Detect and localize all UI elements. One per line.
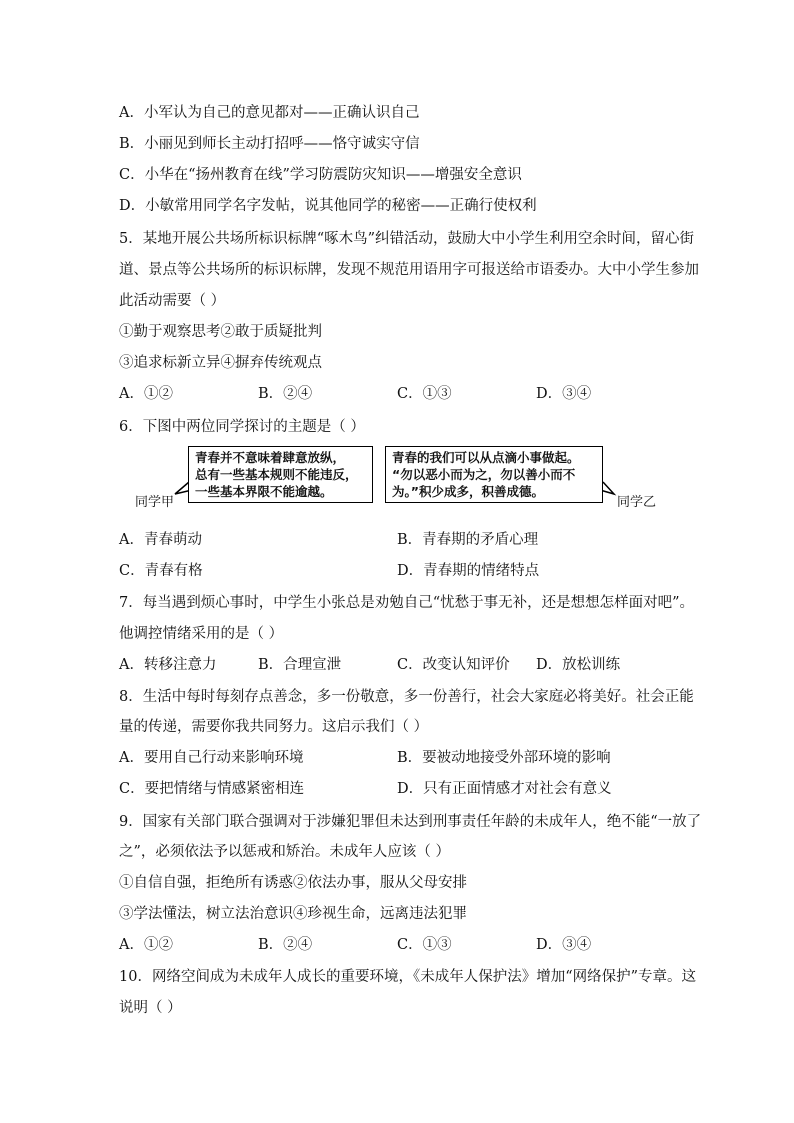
q6-option-a: A．青春萌动 <box>119 532 202 548</box>
bubble-right-line: 青春的我们可以从点滴小事做起。 <box>392 450 580 465</box>
q8-stem-line-1: 8．生活中每时每刻存点善念，多一份敬意，多一份善行，社会大家庭必将美好。社会正能 <box>119 689 694 705</box>
q7-option-a: A．转移注意力 <box>119 657 217 673</box>
q5-option-a: A．①② <box>119 386 173 402</box>
q6-option-d: D．青春期的情绪特点 <box>397 563 540 579</box>
q5-stem-line-1: 5．某地开展公共场所标识标牌“啄木鸟”纠错活动，鼓励大中小学生利用空余时间，留心街 <box>119 231 695 247</box>
q4-option-a: A．小军认为自己的意见都对——正确认识自己 <box>119 105 420 121</box>
q7-option-d: D．放松训练 <box>536 657 621 673</box>
bubble-left-line: 青春并不意味着肆意放纵， <box>195 450 346 465</box>
q10-stem-line-1: 10．网络空间成为未成年人成长的重要环境，《未成年人保护法》增加“网络保护”专章。这 <box>119 969 697 985</box>
q8-stem-line-2: 量的传递，需要你我共同努力。这启示我们（ ） <box>119 719 429 735</box>
q9-option-c: C．①③ <box>397 937 452 953</box>
speaker-left-label: 同学甲 <box>135 495 175 510</box>
q5-stem-line-3: 此活动需要（ ） <box>119 293 226 309</box>
speech-bubble-right <box>385 446 603 503</box>
bubble-left-line: 总有一些基本规则不能违反， <box>195 467 358 482</box>
q8-option-b: B．要被动地接受外部环境的影响 <box>397 750 611 766</box>
q7-stem-line-2: 他调控情绪采用的是（ ） <box>119 626 284 642</box>
q5-option-c: C．①③ <box>397 386 452 402</box>
q5-items-line-1: ①勤于观察思考②敢于质疑批判 <box>119 324 322 340</box>
q7-stem-line-1: 7．每当遇到烦心事时，中学生小张总是劝勉自己“忧愁于事无补，还是想想怎样面对吧”。 <box>119 595 695 611</box>
q8-option-c: C．要把情绪与情感紧密相连 <box>119 781 305 797</box>
q9-option-b: B．②④ <box>258 937 313 953</box>
q8-option-d: D．只有正面情感才对社会有意义 <box>397 781 612 797</box>
q7-option-b: B．合理宣泄 <box>258 657 342 673</box>
q6-option-b: B．青春期的矛盾心理 <box>397 532 539 548</box>
bubble-right-line: “勿以恶小而为之，勿以善小而不 <box>392 467 576 482</box>
q5-items-line-2: ③追求标新立异④摒弃传统观点 <box>119 355 322 371</box>
q9-items-line-1: ①自信自强，拒绝所有诱惑②依法办事，服从父母安排 <box>119 875 467 891</box>
q6-option-c: C．青春有格 <box>119 563 203 579</box>
q8-option-a: A．要用自己行动来影响环境 <box>119 750 304 766</box>
bubble-left-line: 一些基本界限不能逾越。 <box>195 484 333 499</box>
q9-option-a: A．①② <box>119 937 173 953</box>
q9-stem-line-1: 9．国家有关部门联合强调对于涉嫌犯罪但未达到刑事责任年龄的未成年人，绝不能“一放了 <box>119 814 702 830</box>
speech-bubble-tails <box>0 0 794 520</box>
q9-stem-line-2: 之”，必须依法予以惩戒和矫治。未成年人应该（ ） <box>119 844 451 860</box>
q10-stem-line-2: 说明（ ） <box>119 1000 182 1016</box>
q6-stem: 6．下图中两位同学探讨的主题是（ ） <box>119 419 365 435</box>
q9-option-d: D．③④ <box>536 937 592 953</box>
q5-option-b: B．②④ <box>258 386 313 402</box>
q4-option-c: C．小华在“扬州教育在线”学习防震防灾知识——增强安全意识 <box>119 167 522 183</box>
speaker-right-label: 同学乙 <box>617 495 657 510</box>
q4-option-b: B．小丽见到师长主动打招呼——恪守诚实守信 <box>119 136 420 152</box>
q7-option-c: C．改变认知评价 <box>397 657 510 673</box>
speech-bubble-left <box>188 446 373 503</box>
bubble-right-line: 为。”积少成多，积善成德。 <box>392 484 544 499</box>
q5-option-d: D．③④ <box>536 386 592 402</box>
q9-items-line-2: ③学法懂法，树立法治意识④珍视生命，远离违法犯罪 <box>119 906 467 922</box>
q5-stem-line-2: 道、景点等公共场所的标识标牌，发现不规范用语用字可报送给市语委办。大中小学生参加 <box>119 262 699 278</box>
q4-option-d: D．小敏常用同学名字发帖，说其他同学的秘密——正确行使权利 <box>119 198 537 214</box>
